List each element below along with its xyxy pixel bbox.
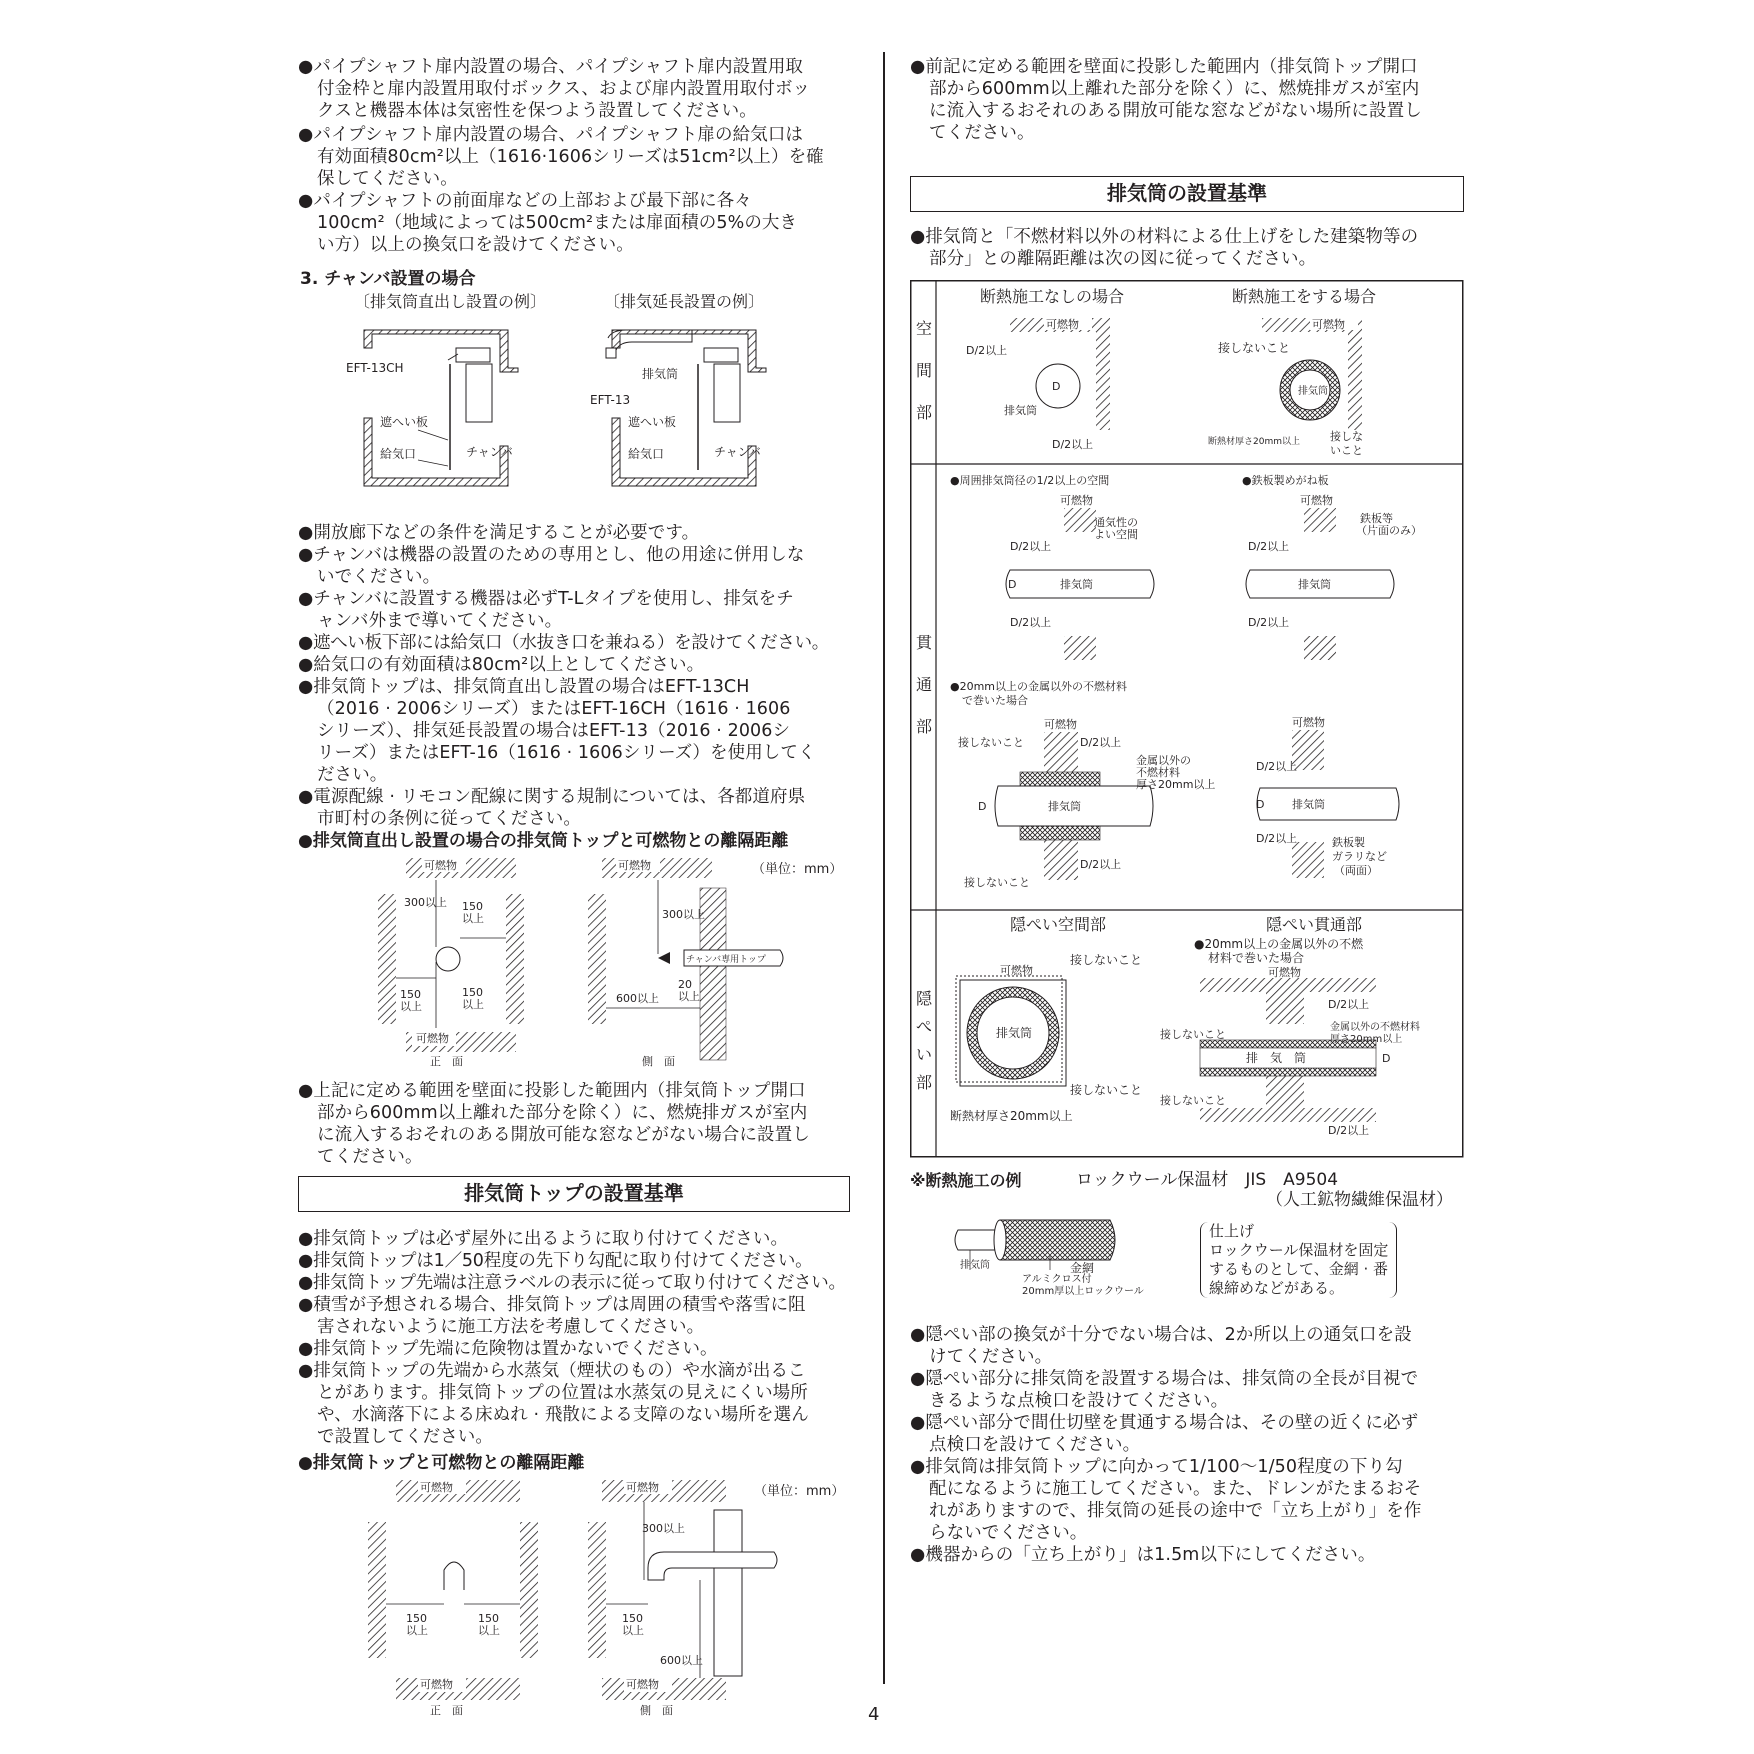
r1-flue-2: 排気筒 bbox=[1298, 386, 1328, 397]
bullet-top-std-6: ●排気筒トップの先端から水蒸気（煙状のもの）や水滴が出るこ とがあります。排気筒トップの位置は水蒸気の見えにくい場所 や、水滴落下による床ぬれ · 飛散による支障のない場所を選ん で設置してください。 bbox=[298, 1361, 809, 1447]
bullet-bottom-4: ●排気筒は排気筒トップに向かって1/100～1/50程度の下り勾 配になるように施工してください。また、ドレンがたまるおそ れがありますので、排気筒の延長の途中で「立ち上がり」を作 らないでください。 bbox=[910, 1457, 1422, 1543]
r1-d2-2: D/2以上 bbox=[1052, 438, 1094, 451]
ins-al-1: アルミクロス付 bbox=[1022, 1274, 1092, 1285]
fig1-front-caption: 正 面 bbox=[430, 1055, 463, 1068]
chamber-top-label: チャンバ専用トップ bbox=[686, 955, 766, 965]
r3-wrap-2: 材料で巻いた場合 bbox=[1208, 951, 1305, 965]
r2-wrap-1: ●20mm以上の金属以外の不燃材料 bbox=[950, 680, 1128, 693]
r1-comb-2: 可燃物 bbox=[1312, 318, 1345, 331]
r2-vent-1: 通気性の bbox=[1094, 516, 1138, 529]
flue-standard-box: 排気筒の設置基準 bbox=[910, 176, 1464, 212]
r3-hidden-pen: 隠ぺい貫通部 bbox=[1266, 915, 1363, 934]
flue-label-2: 排気筒 bbox=[642, 367, 679, 381]
r3-d2-b: D/2以上 bbox=[1328, 1124, 1370, 1137]
r2-d-b: D bbox=[978, 800, 987, 813]
fig3-150b-ijo: 以上 bbox=[478, 1624, 500, 1637]
r1-no-touch: 接しないこと bbox=[1218, 341, 1291, 355]
r3-hidden-space: 隠ぺい空間部 bbox=[1010, 915, 1107, 934]
bullet-bottom-1: ●隠ぺい部の換気が十分でない場合は、2か所以上の通気口を設 けてください。 bbox=[910, 1325, 1412, 1367]
fig2-300: 300以上 bbox=[662, 908, 705, 921]
column-divider bbox=[883, 52, 885, 1684]
fig2-20: 20 bbox=[678, 978, 692, 991]
r2-space-title: ●周囲排気筒径の1/2以上の空間 bbox=[950, 474, 1110, 487]
r2-steel-1: 鉄板等 bbox=[1360, 512, 1393, 525]
bullet-top-std-2: ●排気筒トップは1／50程度の先下り勾配に取り付けてください。 bbox=[298, 1251, 813, 1271]
chamber-label-2: チャンバ bbox=[714, 445, 761, 459]
r2-flue-4: 排気筒 bbox=[1292, 798, 1325, 811]
bullet-mid-6: ●排気筒トップは、排気筒直出し設置の場合はEFT-13CH （2016 · 2006シリーズ）またはEFT-16CH（1616 · 1606 シリーズ）、排気延長設置の場合はEFT-13（2016 · 2006シ リーズ）またはEFT-16（1616 · 1606シリーズ）を使用してく ださい。 bbox=[298, 677, 816, 785]
r3-flue-1: 排気筒 bbox=[996, 1026, 1033, 1040]
chamber-diagram-direct bbox=[346, 320, 558, 500]
bullet-mid-2: ●チャンバは機器の設置のための専用とし、他の用途に併用しな いでください。 bbox=[298, 545, 805, 587]
r1-no-insul-title: 断熱施工なしの場合 bbox=[980, 287, 1125, 306]
r2-gala-3: （両面） bbox=[1334, 864, 1378, 877]
r3-flue-2: 排 気 筒 bbox=[1246, 1051, 1307, 1065]
page-number: 4 bbox=[868, 1704, 880, 1725]
r3-wrap-1: ●20mm以上の金属以外の不燃 bbox=[1194, 937, 1364, 951]
fig1-comb-bottom: 可燃物 bbox=[416, 1032, 449, 1045]
fig1-150c: 150 bbox=[462, 986, 483, 999]
r2-d2-d: D/2以上 bbox=[1248, 616, 1290, 629]
unit-label-2: （単位：mm） bbox=[754, 1484, 845, 1499]
clearance-table bbox=[910, 280, 1466, 1160]
top-side-diagram bbox=[588, 1480, 788, 1720]
r2-flue-1: 排気筒 bbox=[1060, 578, 1093, 591]
r2-flue-3: 排気筒 bbox=[1048, 800, 1081, 813]
r1-d2-1: D/2以上 bbox=[966, 344, 1008, 357]
r2-no-touch-b: 接しないこと bbox=[964, 876, 1030, 889]
bullet-top-std-3: ●排気筒トップ先端は注意ラベルの表示に従って取り付けてください。 bbox=[298, 1273, 846, 1293]
top-front-diagram bbox=[368, 1480, 548, 1720]
top-standard-box: 排気筒トップの設置基準 bbox=[298, 1176, 850, 1212]
bullet-bottom-3: ●隠ぺい部分で間仕切壁を貫通する場合は、その壁の近くに必ず 点検口を設けてください。 bbox=[910, 1413, 1419, 1455]
r2-steel-2: （片面のみ） bbox=[1356, 524, 1422, 537]
chamber-label-1: チャンバ bbox=[466, 445, 513, 459]
fig3-comb-top: 可燃物 bbox=[420, 1481, 453, 1494]
distance-title-1: ●排気筒直出し設置の場合の排気筒トップと可燃物との離隔距離 bbox=[298, 831, 789, 851]
bullet-pipe-shaft-3: ●パイプシャフトの前面扉などの上部および最下部に各々 100cm²（地域によっては500cm²または扉面積の5%の大き い方）以上の換気口を設けてください。 bbox=[298, 191, 798, 255]
r2-d2-f: D/2以上 bbox=[1080, 858, 1122, 871]
ins-al-2: 20mm厚以上ロックウール bbox=[1022, 1286, 1144, 1297]
fig1-150c-ijo: 以上 bbox=[462, 998, 484, 1011]
unit-label-1: （単位：mm） bbox=[752, 862, 843, 877]
insul-example-title: ※断熱施工の例 bbox=[910, 1171, 1022, 1190]
r2-d-a: D bbox=[1008, 578, 1017, 591]
r2-d-c: D bbox=[1256, 798, 1265, 811]
fig4-side-caption: 側 面 bbox=[640, 1704, 673, 1717]
r2-no-touch-a: 接しないこと bbox=[958, 736, 1024, 749]
fig2-side-caption: 側 面 bbox=[642, 1055, 675, 1068]
r2-gala-2: ガラリなど bbox=[1332, 850, 1387, 863]
r3-d: D bbox=[1382, 1052, 1391, 1065]
ins-mesh-label: 金網 bbox=[1070, 1261, 1095, 1275]
fig4-comb-bottom: 可燃物 bbox=[626, 1678, 659, 1691]
r2-mat-2: 不燃材料 bbox=[1136, 766, 1180, 779]
ex2-caption: 〔排気延長設置の例〕 bbox=[604, 292, 765, 311]
bullet-right-top: ●前記に定める範囲を壁面に投影した範囲内（排気筒トップ開口 部から600mm以上離れた部分を除く）に、燃焼排ガスが室内 に流入するおそれのある開放可能な窓などがない場所に設置し てください。 bbox=[910, 57, 1422, 143]
r3-insul-thick: 断熱材厚さ20mm以上 bbox=[950, 1109, 1073, 1123]
r2-comb-4: 可燃物 bbox=[1292, 716, 1325, 729]
r3-mat-1: 金属以外の不燃材料 bbox=[1330, 1022, 1420, 1033]
r1-comb-1: 可燃物 bbox=[1046, 318, 1079, 331]
r1-insul-thick: 断熱材厚さ20mm以上 bbox=[1208, 437, 1300, 447]
fig3-150a-ijo: 以上 bbox=[406, 1624, 428, 1637]
fig4-600: 600以上 bbox=[660, 1654, 703, 1667]
bullet-after-fig1: ●上記に定める範囲を壁面に投影した範囲内（排気筒トップ開口 部から600mm以上離れた部分を除く）に、燃焼排ガスが室内 に流入するおそれのある開放可能な窓などがない場合に設置し てください。 bbox=[298, 1081, 810, 1167]
row1-char2: 間 bbox=[916, 361, 933, 380]
r1-flue-1: 排気筒 bbox=[1004, 404, 1037, 417]
chamber-diagram-extension bbox=[590, 320, 806, 500]
eft13ch-label: EFT-13CH bbox=[346, 361, 404, 375]
fig4-150: 150 bbox=[622, 1612, 643, 1625]
bullet-mid-4: ●遮へい板下部には給気口（水抜き口を兼ねる）を設けてください。 bbox=[298, 633, 829, 653]
plate-label-2: 遮へい板 bbox=[628, 415, 677, 429]
r2-mat-3: 厚さ20mm以上 bbox=[1136, 778, 1216, 791]
fig1-150b-ijo: 以上 bbox=[400, 1000, 422, 1013]
r2-comb-3: 可燃物 bbox=[1044, 718, 1077, 731]
r2-d2-g: D/2以上 bbox=[1256, 760, 1298, 773]
r1-insul-title: 断熱施工をする場合 bbox=[1232, 287, 1377, 306]
row2-char3: 部 bbox=[916, 717, 933, 736]
insul-note: 仕上げ ロックウール保温材を固定 するものとして、金網 · 番 線締めなどがある。 bbox=[1200, 1222, 1397, 1298]
direct-side-diagram bbox=[588, 858, 788, 1068]
row3-char1: 隠 bbox=[916, 989, 933, 1008]
row3-char2: ぺ bbox=[916, 1017, 933, 1036]
section3-title: 3. チャンバ設置の場合 bbox=[300, 269, 476, 289]
row2-char2: 通 bbox=[916, 675, 933, 694]
intake-label-1: 給気口 bbox=[380, 447, 417, 461]
r2-wrap-2: で巻いた場合 bbox=[962, 694, 1028, 707]
bullet-intro: ●排気筒と「不燃材料以外の材料による仕上げをした建築物等の 部分」との離隔距離は次の図に従ってください。 bbox=[910, 227, 1419, 269]
fig3-150b: 150 bbox=[478, 1612, 499, 1625]
r2-vent-2: よい空間 bbox=[1094, 528, 1138, 541]
row3-char4: 部 bbox=[916, 1073, 933, 1092]
fig1-comb-top: 可燃物 bbox=[424, 859, 457, 872]
fig1-300: 300以上 bbox=[404, 896, 447, 909]
fig3-comb-bottom: 可燃物 bbox=[420, 1678, 453, 1691]
r3-comb-2: 可燃物 bbox=[1268, 966, 1301, 979]
r2-d2-e: D/2以上 bbox=[1080, 736, 1122, 749]
row1-char1: 空 bbox=[916, 319, 933, 338]
row2-char1: 貫 bbox=[916, 633, 933, 652]
r2-comb-1: 可燃物 bbox=[1060, 494, 1093, 507]
direct-front-diagram bbox=[378, 858, 538, 1068]
r3-d2-a: D/2以上 bbox=[1328, 998, 1370, 1011]
fig2-comb-top: 可燃物 bbox=[618, 859, 651, 872]
ins-flue-label: 排気筒 bbox=[960, 1260, 990, 1271]
bullet-bottom-2: ●隠ぺい部分に排気筒を設置する場合は、排気筒の全長が目視で きるような点検口を設けてください。 bbox=[910, 1369, 1419, 1411]
insul-material-2: （人工鉱物繊維保温材） bbox=[1266, 1190, 1453, 1210]
bullet-mid-7: ●電源配線 · リモコン配線に関する規制については、各都道府県 市町村の条例に従ってください。 bbox=[298, 787, 806, 829]
r2-comb-2: 可燃物 bbox=[1300, 494, 1333, 507]
r3-no-touch-b: 接しないこと bbox=[1070, 1083, 1143, 1097]
fig2-600: 600以上 bbox=[616, 992, 659, 1005]
r3-mat-2: 厚さ20mm以上 bbox=[1330, 1034, 1403, 1045]
eft13-label: EFT-13 bbox=[590, 393, 631, 407]
r1-no-touch-b: いこと bbox=[1330, 444, 1363, 457]
ex1-caption: 〔排気筒直出し設置の例〕 bbox=[354, 292, 547, 311]
r2-glasses-title: ●鉄板製めがね板 bbox=[1242, 474, 1329, 487]
r3-no-touch-c: 接しないこと bbox=[1160, 1028, 1226, 1041]
r1-no-touch-a: 接しな bbox=[1330, 430, 1363, 443]
r2-mat-1: 金属以外の bbox=[1136, 754, 1191, 767]
plate-label-1: 遮へい板 bbox=[380, 415, 429, 429]
fig4-300: 300以上 bbox=[642, 1522, 685, 1535]
bullet-top-std-5: ●排気筒トップ先端に危険物は置かないでください。 bbox=[298, 1339, 718, 1359]
bullet-bottom-5: ●機器からの「立ち上がり」は1.5m以下にしてください。 bbox=[910, 1545, 1376, 1565]
r2-gala-1: 鉄板製 bbox=[1332, 836, 1365, 849]
r3-comb-1: 可燃物 bbox=[1000, 964, 1033, 977]
bullet-mid-5: ●給気口の有効面積は80cm²以上としてください。 bbox=[298, 655, 705, 675]
bullet-top-std-4: ●積雪が予想される場合、排気筒トップは周囲の積雪や落雪に阻 害されないように施工方法を考慮してください。 bbox=[298, 1295, 806, 1337]
insul-material: ロックウール保温材 JIS A9504 bbox=[1076, 1170, 1339, 1190]
r2-d2-a: D/2以上 bbox=[1010, 540, 1052, 553]
fig1-150a-ijo: 以上 bbox=[462, 912, 484, 925]
r2-d2-h: D/2以上 bbox=[1256, 832, 1298, 845]
fig4-150-ijo: 以上 bbox=[622, 1624, 644, 1637]
fig1-150b: 150 bbox=[400, 988, 421, 1001]
fig3-150a: 150 bbox=[406, 1612, 427, 1625]
r3-no-touch-d: 接しないこと bbox=[1160, 1094, 1226, 1107]
insulation-example-diagram bbox=[950, 1220, 1190, 1300]
bullet-pipe-shaft-2: ●パイプシャフト扉内設置の場合、パイプシャフト扉の給気口は 有効面積80cm²以上（1616·1606シリーズは51cm²以上）を確 保してください。 bbox=[298, 125, 824, 189]
fig1-150a: 150 bbox=[462, 900, 483, 913]
bullet-pipe-shaft-1: ●パイプシャフト扉内設置の場合、パイプシャフト扉内設置用取 付金枠と扉内設置用取付ボックス、および扉内設置用取付ボッ クスと機器本体は気密性を保つよう設置してください。 bbox=[298, 57, 811, 121]
row1-char3: 部 bbox=[916, 403, 933, 422]
r2-flue-2: 排気筒 bbox=[1298, 578, 1331, 591]
fig3-front-caption: 正 面 bbox=[430, 1704, 463, 1717]
distance-title-2: ●排気筒トップと可燃物との離隔距離 bbox=[298, 1453, 585, 1473]
fig4-comb-top: 可燃物 bbox=[626, 1481, 659, 1494]
r1-d-1: D bbox=[1052, 380, 1061, 393]
bullet-mid-1: ●開放廊下などの条件を満足することが必要です。 bbox=[298, 523, 700, 543]
r2-d2-c: D/2以上 bbox=[1248, 540, 1290, 553]
r3-no-touch-a: 接しないこと bbox=[1070, 953, 1143, 967]
intake-label-2: 給気口 bbox=[628, 447, 665, 461]
row3-char3: い bbox=[916, 1045, 933, 1064]
bullet-top-std-1: ●排気筒トップは必ず屋外に出るように取り付けてください。 bbox=[298, 1229, 789, 1249]
bullet-mid-3: ●チャンバに設置する機器は必ずT-Lタイプを使用し、排気をチ ャンバ外まで導いてください。 bbox=[298, 589, 794, 631]
r2-d2-b: D/2以上 bbox=[1010, 616, 1052, 629]
fig2-20-ijo: 以上 bbox=[678, 990, 700, 1003]
